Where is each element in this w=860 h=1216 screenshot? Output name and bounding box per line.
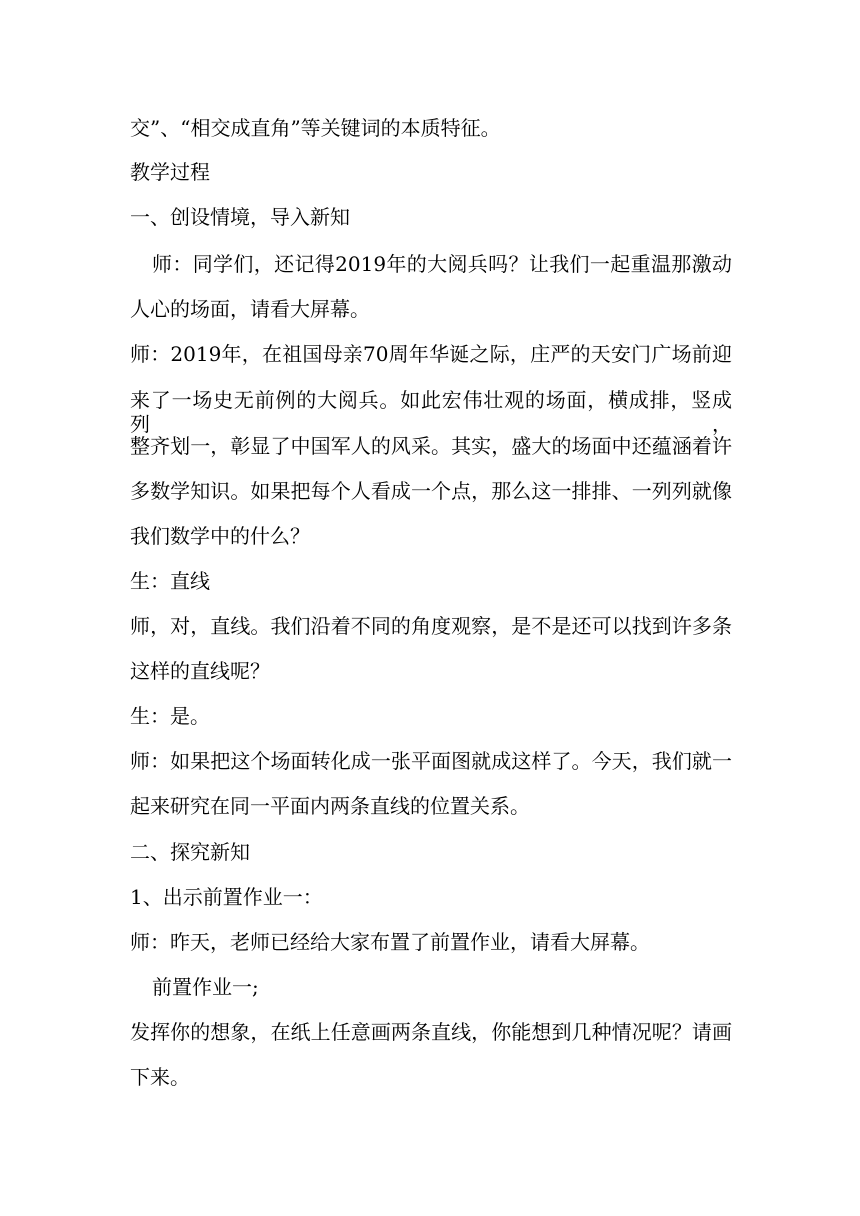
text-line: 多数学知识。如果把每个人看成一个点，那么这一排排、一列列就像	[130, 479, 732, 503]
text-line: 生：是。	[130, 704, 210, 728]
text-line: 师，对，直线。我们沿着不同的角度观察，是不是还可以找到许多条	[130, 614, 732, 638]
text-line: 整齐划一，彰显了中国军人的风采。其实，盛大的场面中还蕴涵着许	[130, 434, 732, 458]
text-line: 我们数学中的什么？	[130, 524, 310, 548]
text-line: 师：昨天，老师已经给大家布置了前置作业，请看大屏幕。	[130, 930, 650, 954]
section-heading: 一、创设情境，导入新知	[130, 205, 350, 229]
text-line: 交”、“相交成直角”等关键词的本质特征。	[130, 116, 501, 140]
text-line: 下来。	[130, 1065, 190, 1089]
text-line: 人心的场面，请看大屏幕。	[130, 297, 370, 321]
section-heading: 教学过程	[130, 160, 210, 184]
text-line: 师：如果把这个场面转化成一张平面图就成这样了。今天，我们就一	[130, 749, 732, 773]
text-line: 发挥你的想象，在纸上任意画两条直线，你能想到几种情况呢？请画	[130, 1020, 732, 1044]
text-line: 师：2019年，在祖国母亲70周年华诞之际，庄严的天安门广场前迎	[130, 342, 732, 366]
text-line: 师：同学们，还记得2019年的大阅兵吗？让我们一起重温那激动	[152, 252, 732, 276]
text-line: 1、出示前置作业一：	[130, 885, 323, 909]
text-line: 来了一场史无前例的大阅兵。如此宏伟壮观的场面，横成排，竖成列，	[130, 388, 732, 436]
text-line: 起来研究在同一平面内两条直线的位置关系。	[130, 794, 530, 818]
text-line: 这样的直线呢？	[130, 659, 270, 683]
section-heading: 二、探究新知	[130, 840, 250, 864]
text-line: 前置作业一;	[152, 975, 259, 999]
text-line: 生：直线	[130, 569, 210, 593]
